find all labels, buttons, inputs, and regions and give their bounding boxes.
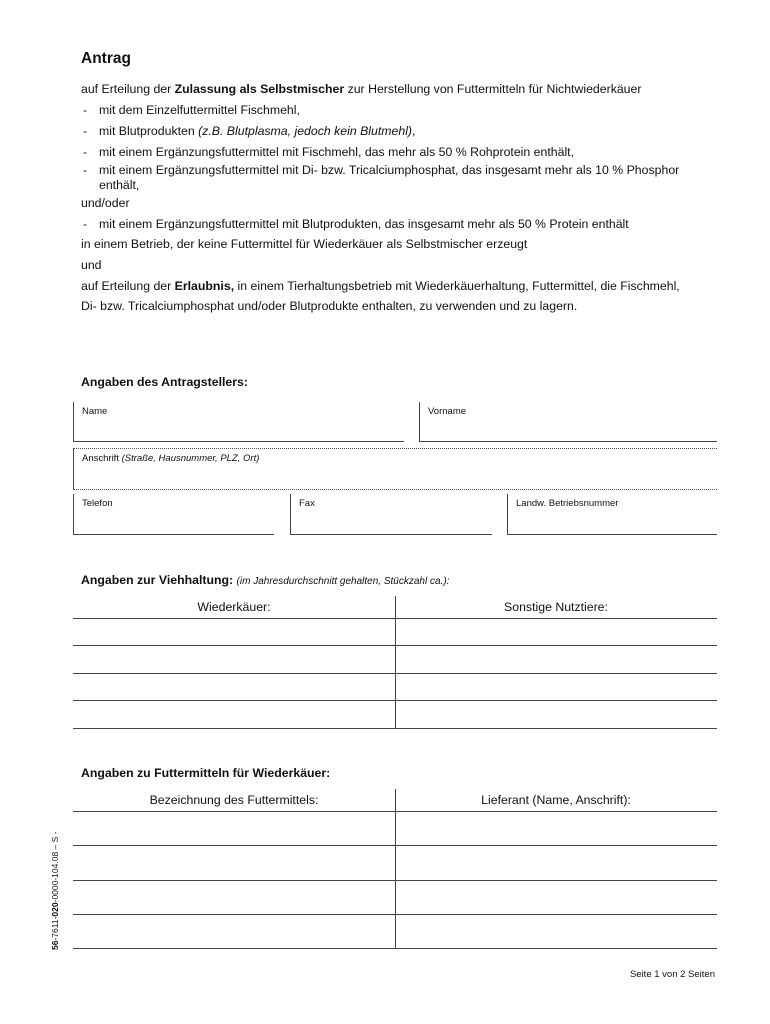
text-fragment: 56 bbox=[50, 940, 60, 950]
text-fragment: Anschrift bbox=[82, 453, 119, 464]
und-oder: und/oder bbox=[81, 196, 130, 210]
intro-line-zulassung bbox=[81, 82, 641, 97]
column-header-lieferant: Lieferant (Name, Anschrift): bbox=[481, 793, 631, 807]
text-fragment: auf Erteilung der bbox=[81, 82, 175, 96]
bullet-dash: - bbox=[83, 124, 88, 138]
livestock-note: (im Jahresdurchschnitt gehalten, Stückzahl ca.): bbox=[236, 576, 450, 587]
vorname-label: Vorname bbox=[428, 406, 467, 417]
bullet-text: mit dem Einzelfuttermittel Fischmehl, bbox=[99, 103, 300, 117]
section-title-applicant: Angaben des Antragstellers: bbox=[81, 375, 248, 389]
table-row-line bbox=[73, 728, 717, 729]
telefon-field[interactable] bbox=[73, 494, 274, 535]
table-row-line bbox=[73, 700, 717, 701]
telefon-label: Telefon bbox=[82, 498, 113, 509]
betriebsnummer-label: Landw. Betriebsnummer bbox=[516, 498, 619, 509]
table-row-line bbox=[73, 914, 717, 915]
intro-line-betrieb: in einem Betrieb, der keine Futtermittel für Wiederkäuer als Selbstmischer erzeugt bbox=[81, 237, 528, 251]
bullet-text: mit einem Ergänzungsfuttermittel mit Fischmehl, das mehr als 50 % Rohprotein enthält, bbox=[99, 145, 575, 159]
anschrift-field[interactable] bbox=[73, 448, 717, 490]
text-fragment: zur Herstellung von Futtermitteln für Nichtwiederkäuer bbox=[344, 82, 642, 96]
table-row-line bbox=[73, 811, 717, 812]
text-fragment: -0000-104.08 – S - bbox=[50, 831, 60, 903]
bullet-text: mit einem Ergänzungsfuttermittel mit Di- bzw. Tricalciumphosphat, das insgesamt mehr als 10 % Phosphor enthält, bbox=[99, 163, 680, 192]
bullet-text: mit einem Ergänzungsfuttermittel mit Blutprodukten, das insgesamt mehr als 50 % Protein enthält bbox=[99, 217, 629, 231]
intro-line-erlaubnis bbox=[81, 279, 680, 294]
bullet-dash: - bbox=[83, 103, 88, 117]
fax-label: Fax bbox=[299, 498, 315, 509]
text-fragment: , bbox=[412, 124, 416, 138]
betriebsnummer-field[interactable] bbox=[507, 494, 717, 535]
bullet-dash: - bbox=[83, 217, 88, 231]
form-code bbox=[50, 832, 60, 951]
text-fragment: 020 bbox=[50, 902, 60, 917]
page-title: Antrag bbox=[81, 50, 131, 67]
anschrift-hint: (Straße, Hausnummer, PLZ, Ort) bbox=[121, 453, 260, 464]
text-fragment: mit Blutprodukten bbox=[99, 124, 199, 138]
section-title-feed: Angaben zu Futtermitteln für Wiederkäuer: bbox=[81, 766, 331, 780]
text-fragment: -7611- bbox=[50, 916, 60, 941]
table-row-line bbox=[73, 948, 717, 949]
bullet-dash: - bbox=[83, 163, 88, 177]
intro-line-last: Di- bzw. Tricalciumphosphat und/oder Blutprodukte enthalten, zu verwenden und zu lagern. bbox=[81, 299, 578, 313]
text-fragment: auf Erteilung der bbox=[81, 279, 175, 293]
livestock-table bbox=[73, 596, 717, 728]
column-header-futtermittel: Bezeichnung des Futtermittels: bbox=[149, 793, 319, 807]
text-fragment: Angaben zur Viehhaltung: bbox=[81, 573, 234, 587]
column-divider bbox=[395, 789, 396, 948]
vorname-field[interactable] bbox=[419, 402, 717, 442]
table-row-line bbox=[73, 880, 717, 881]
table-row-line bbox=[73, 673, 717, 674]
column-header-sonstige: Sonstige Nutztiere: bbox=[504, 600, 608, 614]
column-divider bbox=[395, 596, 396, 728]
column-header-wiederkaeuer: Wiederkäuer: bbox=[197, 600, 271, 614]
table-row-line bbox=[73, 845, 717, 846]
page-number: Seite 1 von 2 Seiten bbox=[629, 969, 715, 980]
table-row-line bbox=[73, 645, 717, 646]
table-row-line bbox=[73, 618, 717, 619]
bullet-text bbox=[99, 124, 719, 139]
text-bold-erlaubnis: Erlaubnis, bbox=[174, 279, 235, 293]
fax-field[interactable] bbox=[290, 494, 492, 535]
section-title-livestock bbox=[81, 573, 449, 587]
text-bold-zulassung: Zulassung als Selbstmischer bbox=[174, 82, 345, 96]
text-fragment: in einem Tierhaltungsbetrieb mit Wiederkäuerhaltung, Futtermittel, die Fischmehl, bbox=[234, 279, 680, 293]
name-field[interactable] bbox=[73, 402, 404, 442]
name-label: Name bbox=[82, 406, 108, 417]
intro-und: und bbox=[81, 258, 102, 272]
bullet-dash: - bbox=[83, 145, 88, 159]
text-italic: (z.B. Blutplasma, jedoch kein Blutmehl) bbox=[198, 124, 413, 138]
anschrift-label bbox=[82, 453, 259, 464]
feed-table bbox=[73, 789, 717, 948]
